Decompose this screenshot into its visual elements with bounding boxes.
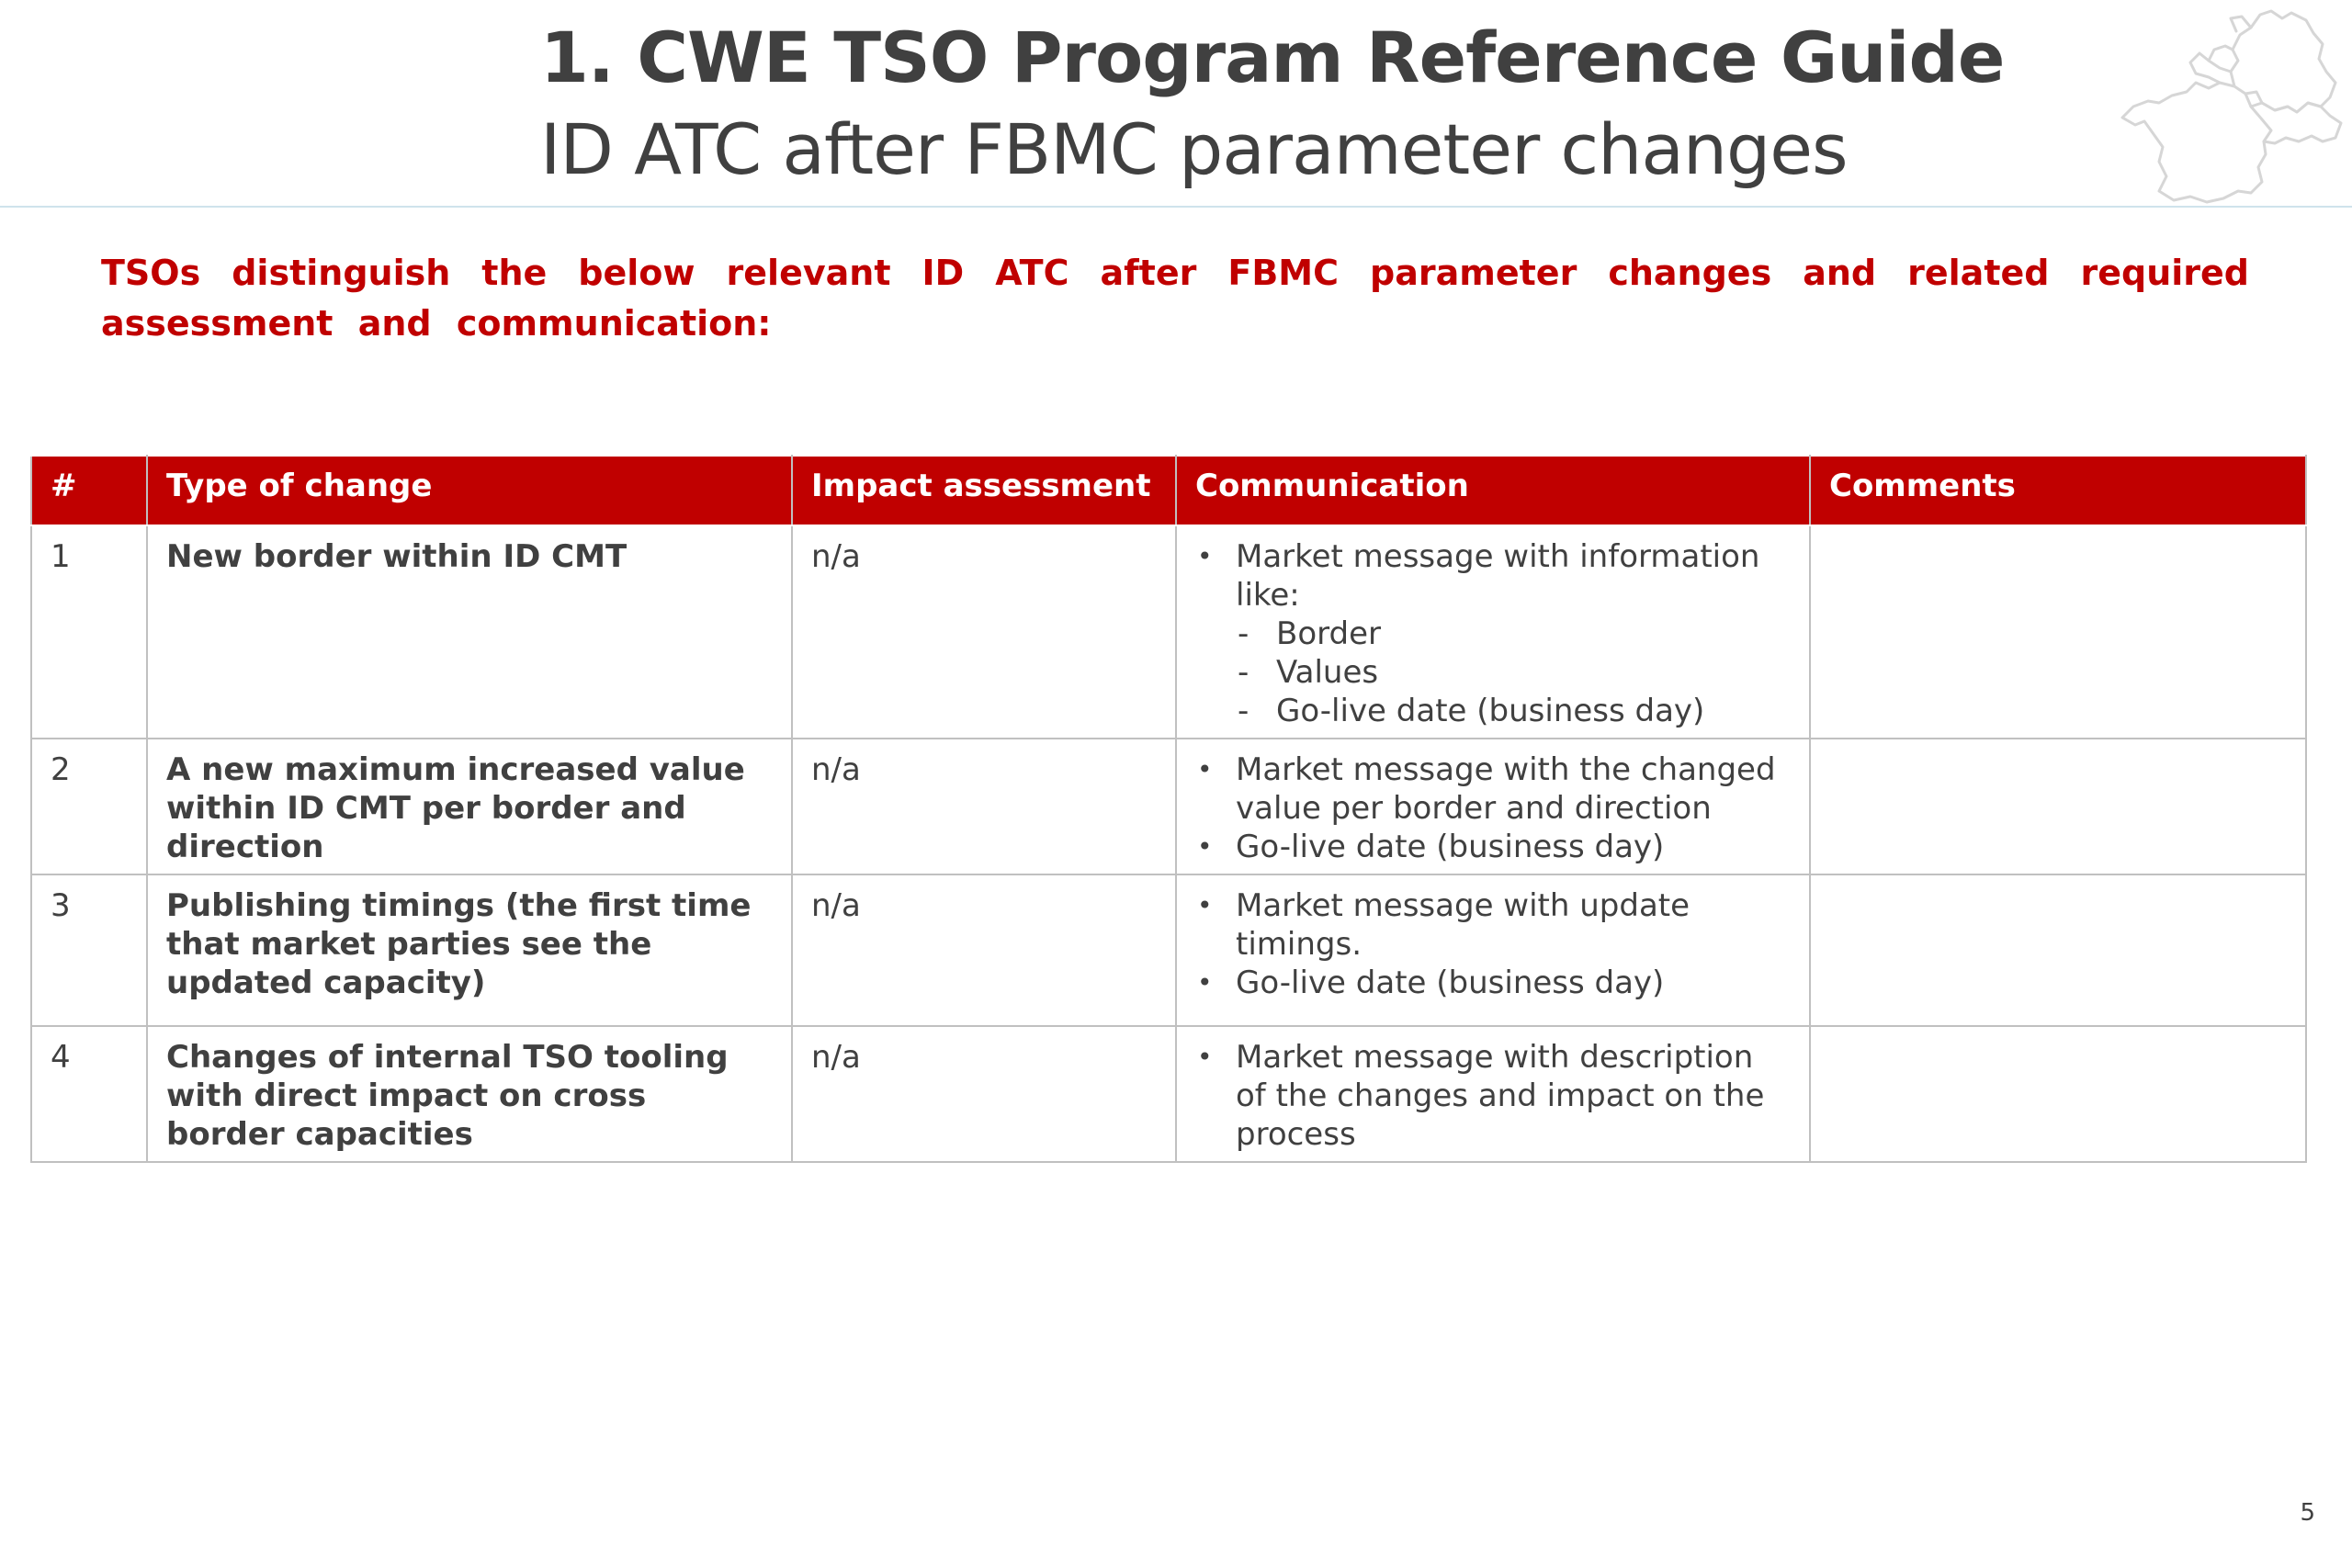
- cwe-region-map-icon: [2095, 4, 2345, 206]
- communication-item: • Market message with update timings.: [1195, 886, 1791, 964]
- communication-list: [1195, 1038, 1791, 1154]
- comments-cell: [1810, 739, 2306, 874]
- type-of-change: Changes of internal TSO tooling with direct impact on cross border capacities: [147, 1026, 792, 1162]
- communication-item: • Go-live date (business day): [1195, 964, 1791, 1002]
- table-row: [31, 874, 2306, 1026]
- impact-assessment: n/a: [792, 1026, 1176, 1162]
- communication-subitem: - Values: [1236, 653, 1791, 692]
- communication-item: • Market message with the changed value per border and direction: [1195, 750, 1791, 828]
- table-row: [31, 1026, 2306, 1162]
- row-number: 3: [31, 874, 147, 1026]
- communication-subitem: - Border: [1236, 615, 1791, 653]
- page-title: 1. CWE TSO Program Reference Guide: [540, 17, 2005, 98]
- header-number: #: [31, 456, 147, 525]
- comments-cell: [1810, 1026, 2306, 1162]
- comments-cell: [1810, 525, 2306, 739]
- table-row: [31, 525, 2306, 739]
- impact-assessment: n/a: [792, 874, 1176, 1026]
- header-communication: Communication: [1176, 456, 1810, 525]
- communication-list: [1195, 537, 1791, 730]
- communication-list: [1195, 750, 1791, 866]
- communication-item-text: Market message with information like:: [1236, 538, 1760, 614]
- type-of-change: New border within ID CMT: [147, 525, 792, 739]
- page-subtitle: ID ATC after FBMC parameter changes: [540, 108, 1848, 190]
- table-row: [31, 739, 2306, 874]
- communication-list: [1195, 886, 1791, 1002]
- impact-assessment: n/a: [792, 525, 1176, 739]
- header-comments: Comments: [1810, 456, 2306, 525]
- type-of-change: Publishing timings (the first time that market parties see the updated capacity): [147, 874, 792, 1026]
- row-number: 1: [31, 525, 147, 739]
- communication-cell: [1176, 874, 1810, 1026]
- parameter-changes-table: [30, 455, 2307, 1163]
- communication-cell: [1176, 1026, 1810, 1162]
- row-number: 2: [31, 739, 147, 874]
- communication-cell: [1176, 525, 1810, 739]
- intro-text: TSOs distinguish the below relevant ID ATC after FBMC parameter changes and related required assessment and communication:: [101, 253, 2249, 344]
- slide-header: [0, 0, 2352, 208]
- header-type-of-change: Type of change: [147, 456, 792, 525]
- page-number: 5: [2300, 1499, 2315, 1527]
- communication-item: [1195, 537, 1791, 730]
- communication-subitem: - Go-live date (business day): [1236, 692, 1791, 730]
- row-number: 4: [31, 1026, 147, 1162]
- communication-item: • Go-live date (business day): [1195, 828, 1791, 866]
- communication-sublist: [1236, 615, 1791, 730]
- table-header-row: [31, 456, 2306, 525]
- communication-item: • Market message with description of the changes and impact on the process: [1195, 1038, 1791, 1154]
- type-of-change: A new maximum increased value within ID CMT per border and direction: [147, 739, 792, 874]
- header-impact-assessment: Impact assessment: [792, 456, 1176, 525]
- communication-cell: [1176, 739, 1810, 874]
- comments-cell: [1810, 874, 2306, 1026]
- impact-assessment: n/a: [792, 739, 1176, 874]
